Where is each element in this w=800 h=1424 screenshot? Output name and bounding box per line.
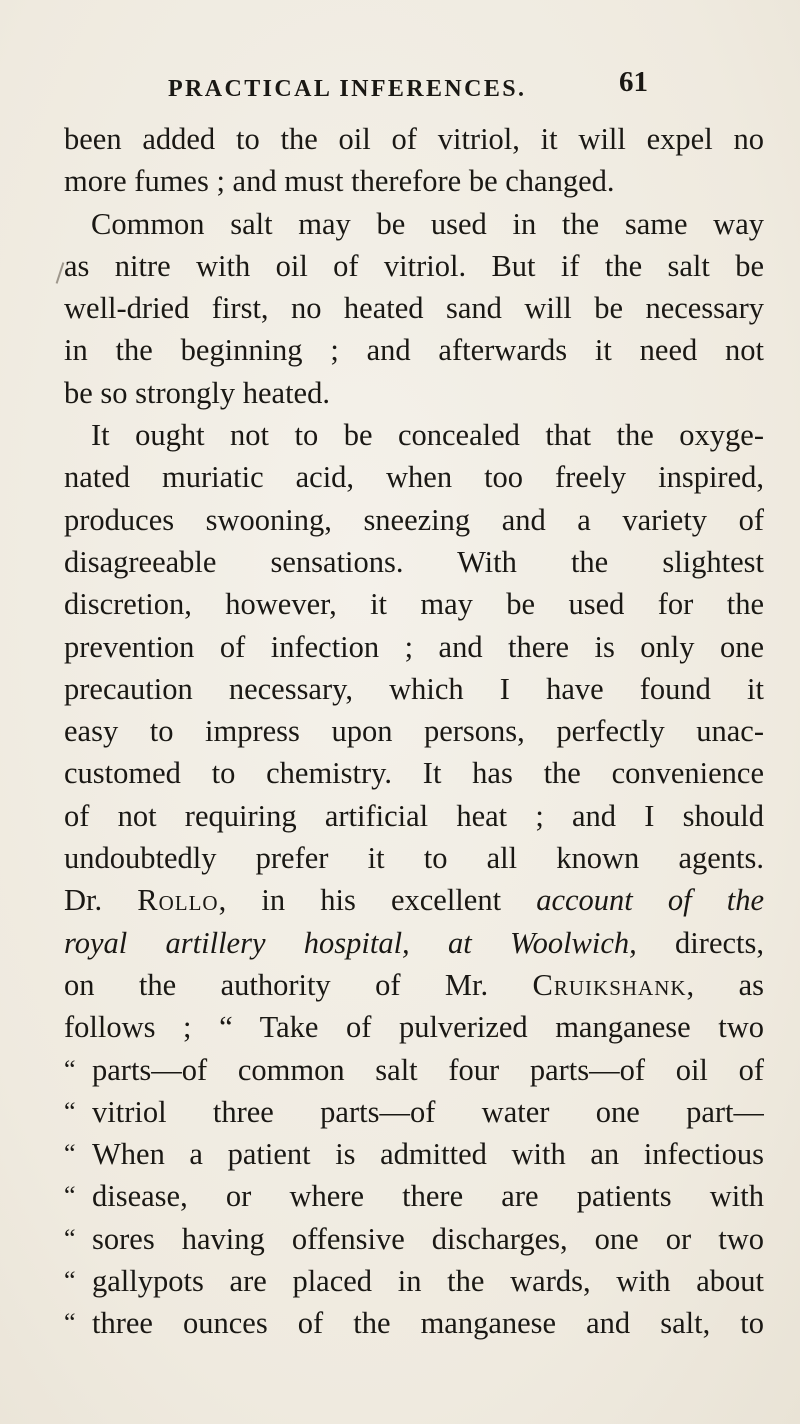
text-line bbox=[64, 964, 764, 1006]
text-line bbox=[64, 879, 764, 921]
text-run: undoubtedly prefer it to all known agents. bbox=[64, 841, 764, 876]
text-run: disease, or where there are patients with bbox=[92, 1179, 764, 1214]
text-line bbox=[64, 372, 764, 414]
text-run: produces swooning, sneezing and a variety of bbox=[64, 502, 764, 537]
text-run: easy to impress upon persons, perfectly unac- bbox=[64, 714, 764, 749]
text-line bbox=[64, 541, 764, 583]
text-run: well-dried first, no heated sand will be necessary bbox=[64, 291, 764, 326]
quote-mark: “ bbox=[64, 1181, 76, 1211]
text-run: precaution necessary, which I have found it bbox=[64, 671, 764, 706]
quote-mark: “ bbox=[64, 1266, 76, 1296]
text-run: more fumes ; and must therefore be changed. bbox=[64, 164, 615, 199]
text-run: disagreeable sensations. With the slightest bbox=[64, 544, 764, 579]
text-line bbox=[64, 922, 764, 964]
italic-text: royal artillery hospital, at Woolwich, bbox=[64, 925, 637, 960]
text-line bbox=[64, 795, 764, 837]
text-line bbox=[64, 626, 764, 668]
text-run: be so strongly heated. bbox=[64, 375, 330, 410]
quote-mark: “ bbox=[64, 1096, 76, 1126]
text-run: Dr. bbox=[64, 883, 138, 918]
text-line bbox=[64, 118, 764, 160]
quote-mark: “ bbox=[64, 1139, 76, 1169]
small-caps-name: Cruikshank bbox=[532, 967, 687, 1002]
text-run: When a patient is admitted with an infectious bbox=[92, 1137, 764, 1172]
text-run: discretion, however, it may be used for the bbox=[64, 587, 764, 622]
body-text bbox=[64, 118, 764, 1345]
text-run: three ounces of the manganese and salt, to bbox=[92, 1306, 764, 1341]
text-line bbox=[64, 837, 764, 879]
italic-text: account of the bbox=[536, 883, 764, 918]
running-head: PRACTICAL INFERENCES. bbox=[168, 76, 527, 102]
small-caps-name: Rollo bbox=[137, 883, 219, 918]
text-line bbox=[64, 1049, 764, 1091]
text-run: been added to the oil of vitriol, it will expel no bbox=[64, 122, 764, 156]
quote-mark: “ bbox=[64, 1054, 76, 1084]
text-run: of not requiring artificial heat ; and I should bbox=[64, 798, 764, 833]
text-line bbox=[64, 287, 764, 329]
text-run: parts—of common salt four parts—of oil of bbox=[92, 1052, 764, 1087]
text-line bbox=[64, 414, 764, 456]
text-line bbox=[64, 710, 764, 752]
text-run: follows ; “ Take of pulverized manganese two bbox=[64, 1010, 764, 1045]
text-run: gallypots are placed in the wards, with about bbox=[92, 1264, 764, 1299]
text-line bbox=[64, 1302, 764, 1344]
text-run: customed to chemistry. It has the convenience bbox=[64, 756, 764, 791]
quote-mark: “ bbox=[64, 1223, 76, 1253]
text-run: on the authority of Mr. bbox=[64, 967, 533, 1002]
text-run: , in his excellent bbox=[218, 883, 537, 918]
text-line bbox=[64, 583, 764, 625]
text-run: , as bbox=[686, 967, 764, 1002]
text-line bbox=[64, 1218, 764, 1260]
text-line bbox=[64, 456, 764, 498]
text-line bbox=[64, 203, 764, 245]
text-line bbox=[64, 245, 764, 287]
page-number: 61 bbox=[619, 66, 648, 98]
text-line bbox=[64, 499, 764, 541]
text-run: vitriol three parts—of water one part— bbox=[92, 1094, 764, 1129]
text-run: sores having offensive discharges, one or two bbox=[92, 1221, 764, 1256]
text-run: prevention of infection ; and there is only one bbox=[64, 629, 764, 664]
text-line bbox=[64, 1260, 764, 1302]
text-run: in the beginning ; and afterwards it need not bbox=[64, 333, 764, 368]
text-line bbox=[64, 1091, 764, 1133]
text-run: as nitre with oil of vitriol. But if the salt be bbox=[64, 248, 764, 283]
text-line bbox=[64, 1175, 764, 1217]
text-line bbox=[64, 329, 764, 371]
quote-mark: “ bbox=[64, 1308, 76, 1338]
text-line bbox=[64, 160, 764, 202]
text-line bbox=[64, 1006, 764, 1048]
text-line bbox=[64, 668, 764, 710]
text-run: directs, bbox=[636, 925, 764, 960]
text-run: It ought not to be concealed that the oxyge- bbox=[91, 418, 764, 453]
text-line bbox=[64, 1133, 764, 1175]
text-run: nated muriatic acid, when too freely inspired, bbox=[64, 460, 764, 495]
text-run: Common salt may be used in the same way bbox=[91, 206, 764, 241]
page-header bbox=[168, 66, 648, 106]
text-line bbox=[64, 752, 764, 794]
